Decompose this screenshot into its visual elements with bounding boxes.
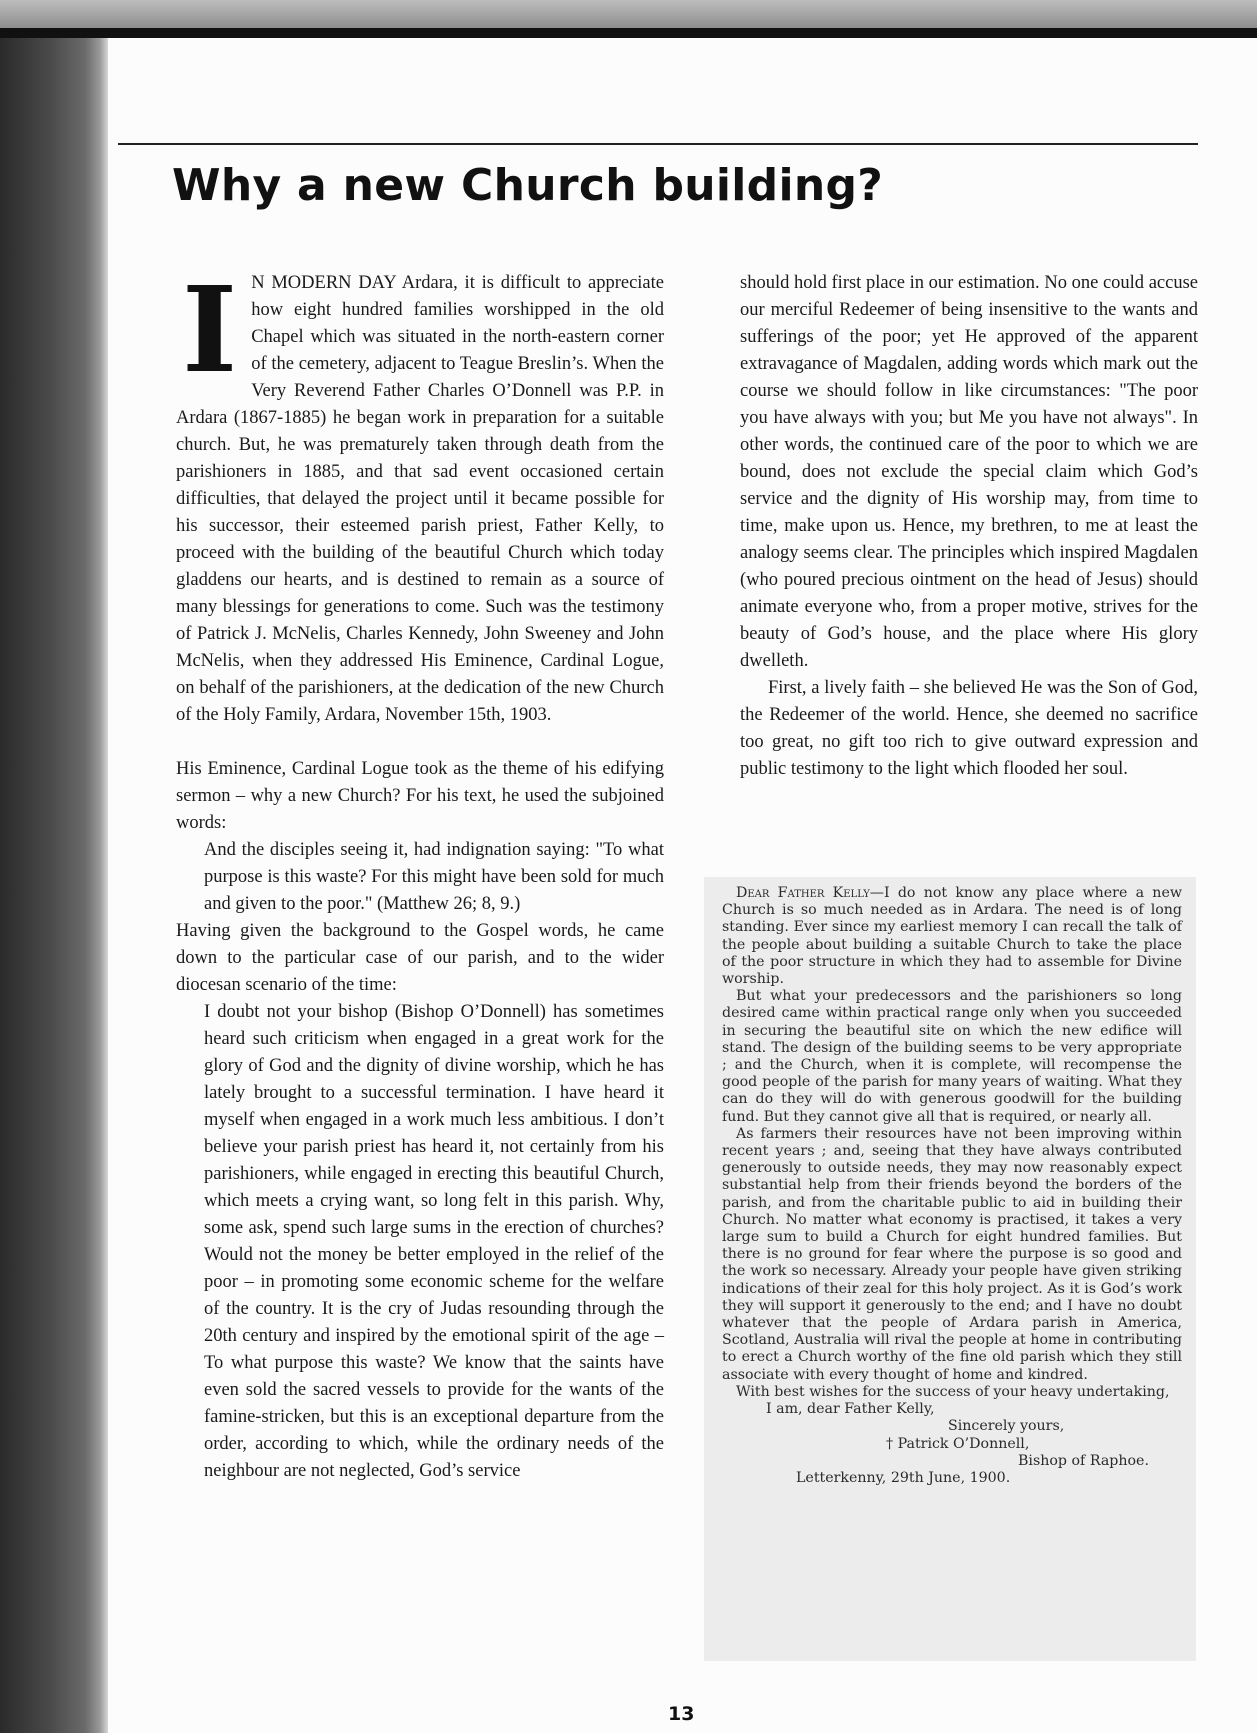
letter-signature-title: Bishop of Raphoe. — [1018, 1452, 1149, 1469]
book-binding-shadow — [0, 38, 108, 1733]
page-number: 13 — [668, 1703, 695, 1725]
letter-paragraph-4: With best wishes for the success of your heavy undertaking, — [736, 1383, 1170, 1400]
left-column — [176, 260, 664, 1485]
scan-top-shadow — [0, 28, 1257, 38]
drop-cap: I — [182, 260, 238, 399]
paragraph-gap — [176, 729, 664, 756]
bishop-letter-clipping — [704, 877, 1196, 1661]
letter-signoff: Sincerely yours, — [948, 1418, 1065, 1435]
page-title: Why a new Church building? — [172, 160, 884, 211]
header-rule — [118, 143, 1198, 145]
continuation-paragraph: should hold first place in our estimation. No one could accuse our merciful Redeemer of being insensitive to the wants and sufferings of the poor; yet He approved of the apparent extravagance of Magdalen, adding words which mark out the course we should follow in like circumstances: "The poor you have always with you; but Me you have not always". In other words, the continued care of the poor to which we are bound, does not exclude the special claim which God’s service and the dignity of His worship may, from time to time, make upon us. Hence, my brethren, to me at least the analogy seems clear. The principles which inspired Magdalen (who poured precious ointment on the head of Jesus) should animate everyone who, from a proper motive, strives for the beauty of God’s house, and the place where His glory dwelleth. — [740, 273, 1198, 671]
letter-salutation: Dear Father Kelly — [736, 885, 870, 901]
letter-paragraph-1-text: —I do not know any place where a new Church is so much needed as in Ardara. The need is of long standing. Ever since my earliest memory I can recall the talk of the people about building a suitable Church to take the place of the poor structure in which they had to assemble for Divine worship. — [722, 885, 1182, 988]
letter-closing: I am, dear Father Kelly, — [766, 1401, 935, 1418]
intro-text: N MODERN DAY Ardara, it is difficult to appreciate how eight hundred families worshipped in the old Chapel which was situated in the north-eastern corner of the cemetery, adjacent to Teague Breslin’s. When the Very Reverend Father Charles O’Donnell was P.P. in Ardara (1867-1885) he began work in preparation for a suitable church. But, he was prematurely taken through death from the parishioners in 1885, and that sad event occasioned certain difficulties, that delayed the project until it became possible for his successor, their esteemed parish priest, Father Kelly, to proceed with the building of the beautiful Church which today gladdens our hearts, and is destined to remain as a source of many blessings for generations to come. Such was the testimony of Patrick J. McNelis, Charles Kennedy, John Sweeney and John McNelis, when they addressed His Eminence, Cardinal Logue, on behalf of the parishioners, at the dedication of the new Church of the Holy Family, Ardara, November 15th, 1903. — [176, 273, 664, 725]
gospel-quote: And the disciples seeing it, had indignation saying: "To what purpose is this waste? For this might have been sold for much and given to the poor." (Matthew 26; 8, 9.) — [204, 840, 664, 914]
background-paragraph: Having given the background to the Gospel words, he came down to the particular case of our parish, and to the wider diocesan scenario of the time: — [176, 921, 664, 995]
intro-paragraph — [176, 260, 664, 729]
letter-paragraph-2: But what your predecessors and the parishioners so long desired came within practical range only when you succeeded in securing the beautiful site on which the new edifice will stand. The design of the building seems to be very appropriate ; and the Church, when it is complete, will recompense the good people of the parish for many years of waiting. What they can do they will do with generous goodwill for the building fund. But they cannot give all that is required, or nearly all. — [722, 988, 1182, 1125]
sermon-paragraph: His Eminence, Cardinal Logue took as the theme of his edifying sermon – why a new Church? For his text, he used the subjoined words: — [176, 759, 664, 833]
letter-signature: † Patrick O’Donnell, — [886, 1435, 1030, 1452]
right-column — [740, 270, 1198, 783]
letter-paragraph-1 — [722, 885, 1182, 988]
letter-place-date: Letterkenny, 29th June, 1900. — [796, 1469, 1011, 1486]
sermon-quote: I doubt not your bishop (Bishop O’Donnell) has sometimes heard such criticism when engaged in a great work for the glory of God and the dignity of divine worship, which he has lately brought to a successful termination. I have heard it myself when engaged in a work much less ambitious. I don’t believe your parish priest has heard it, not certainly from his parishioners, while engaged in erecting this beautiful Church, which meets a crying want, so long felt in this parish. Why, some ask, spend such large sums in the erection of churches? Would not the money be better employed in the relief of the poor – in promoting some economic scheme for the welfare of the country. It is the cry of Judas resounding through the 20th century and inspired by the emotional spirit of the age – To what purpose this waste? We know that the saints have even sold the sacred vessels to provide for the wants of the famine-stricken, but this is an exceptional departure from the order, according to which, while the ordinary needs of the neighbour are not neglected, God’s service — [204, 1002, 664, 1481]
faith-paragraph: First, a lively faith – she believed He was the Son of God, the Redeemer of the world. Hence, she deemed no sacrifice too great, no gift too rich to give outward expression and public testimony to the light which flooded her soul. — [740, 678, 1198, 779]
letter-paragraph-3: As farmers their resources have not been improving within recent years ; and, seeing that they have always contributed generously to outside needs, they may now reasonably expect substantial help from their friends beyond the borders of the parish, and from the charitable public to aid in building their Church. No matter what economy is practised, it takes a very large sum to build a Church for eight hundred families. But there is no ground for fear where the purpose is so good and the work so necessary. Already your people have given striking indications of their zeal for this holy project. As it is God’s work they will support it generously to the end; and I have no doubt whatever that the people of Ardara parish in America, Scotland, Australia will rival the people at home in contributing to erect a Church worthy of the fine old parish which they still associate with every thought of home and kindred. — [722, 1125, 1182, 1383]
